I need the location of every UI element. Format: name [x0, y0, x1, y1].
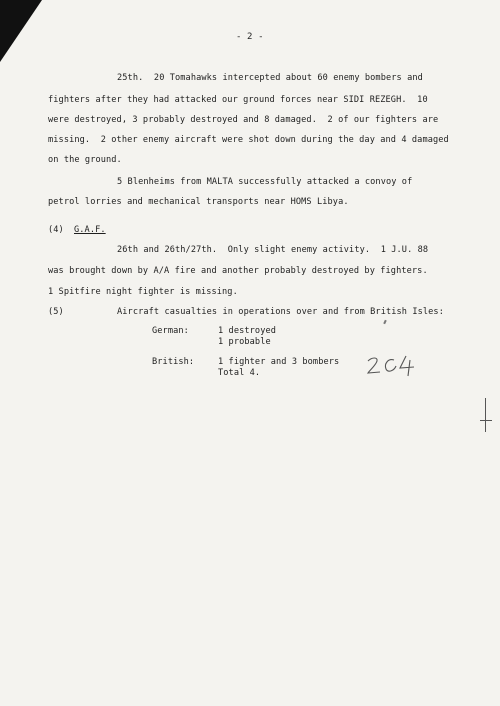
handwritten-note-204	[364, 352, 422, 380]
section-4-line-1: 26th and 26th/27th. Only slight enemy activity. 1 J.U. 88	[117, 245, 429, 255]
pencil-tick-mark	[383, 320, 387, 324]
section-4-line-2: was brought down by A/A fire and another probably destroyed by fighters.	[48, 266, 428, 276]
section-4-line-3: 1 Spitfire night fighter is missing.	[48, 287, 238, 297]
paragraph-2-line-1: 5 Blenheims from MALTA successfully attacked a convoy of	[117, 177, 413, 187]
paragraph-1-line-2: fighters after they had attacked our ground forces near SIDI REZEGH. 10	[48, 95, 428, 105]
section-4-heading: G.A.F.	[74, 225, 106, 235]
british-value-fighters: 1 fighter and 3 bombers	[218, 357, 340, 367]
german-value-destroyed: 1 destroyed	[218, 326, 277, 336]
german-label: German:	[152, 326, 189, 336]
margin-mark-horizontal	[480, 420, 492, 421]
page-corner-fold	[0, 0, 42, 62]
section-5-title: Aircraft casualties in operations over and from British Isles:	[117, 307, 444, 317]
paragraph-2-line-2: petrol lorries and mechanical transports near HOMS Libya.	[48, 197, 349, 207]
section-5-number: (5)	[48, 307, 64, 317]
page-number: - 2 -	[236, 32, 264, 42]
paragraph-1-line-3: were destroyed, 3 probably destroyed and 8 damaged. 2 of our fighters are	[48, 115, 439, 125]
british-value-total: Total 4.	[218, 368, 261, 378]
paragraph-1-line-5: on the ground.	[48, 155, 122, 165]
paragraph-1-line-4: missing. 2 other enemy aircraft were shot down during the day and 4 damaged	[48, 135, 449, 145]
margin-mark	[485, 398, 486, 432]
paragraph-1-line-1: 25th. 20 Tomahawks intercepted about 60 enemy bombers and	[117, 73, 423, 83]
section-4-number: (4)	[48, 225, 64, 235]
german-value-probable: 1 probable	[218, 337, 271, 347]
british-label: British:	[152, 357, 195, 367]
